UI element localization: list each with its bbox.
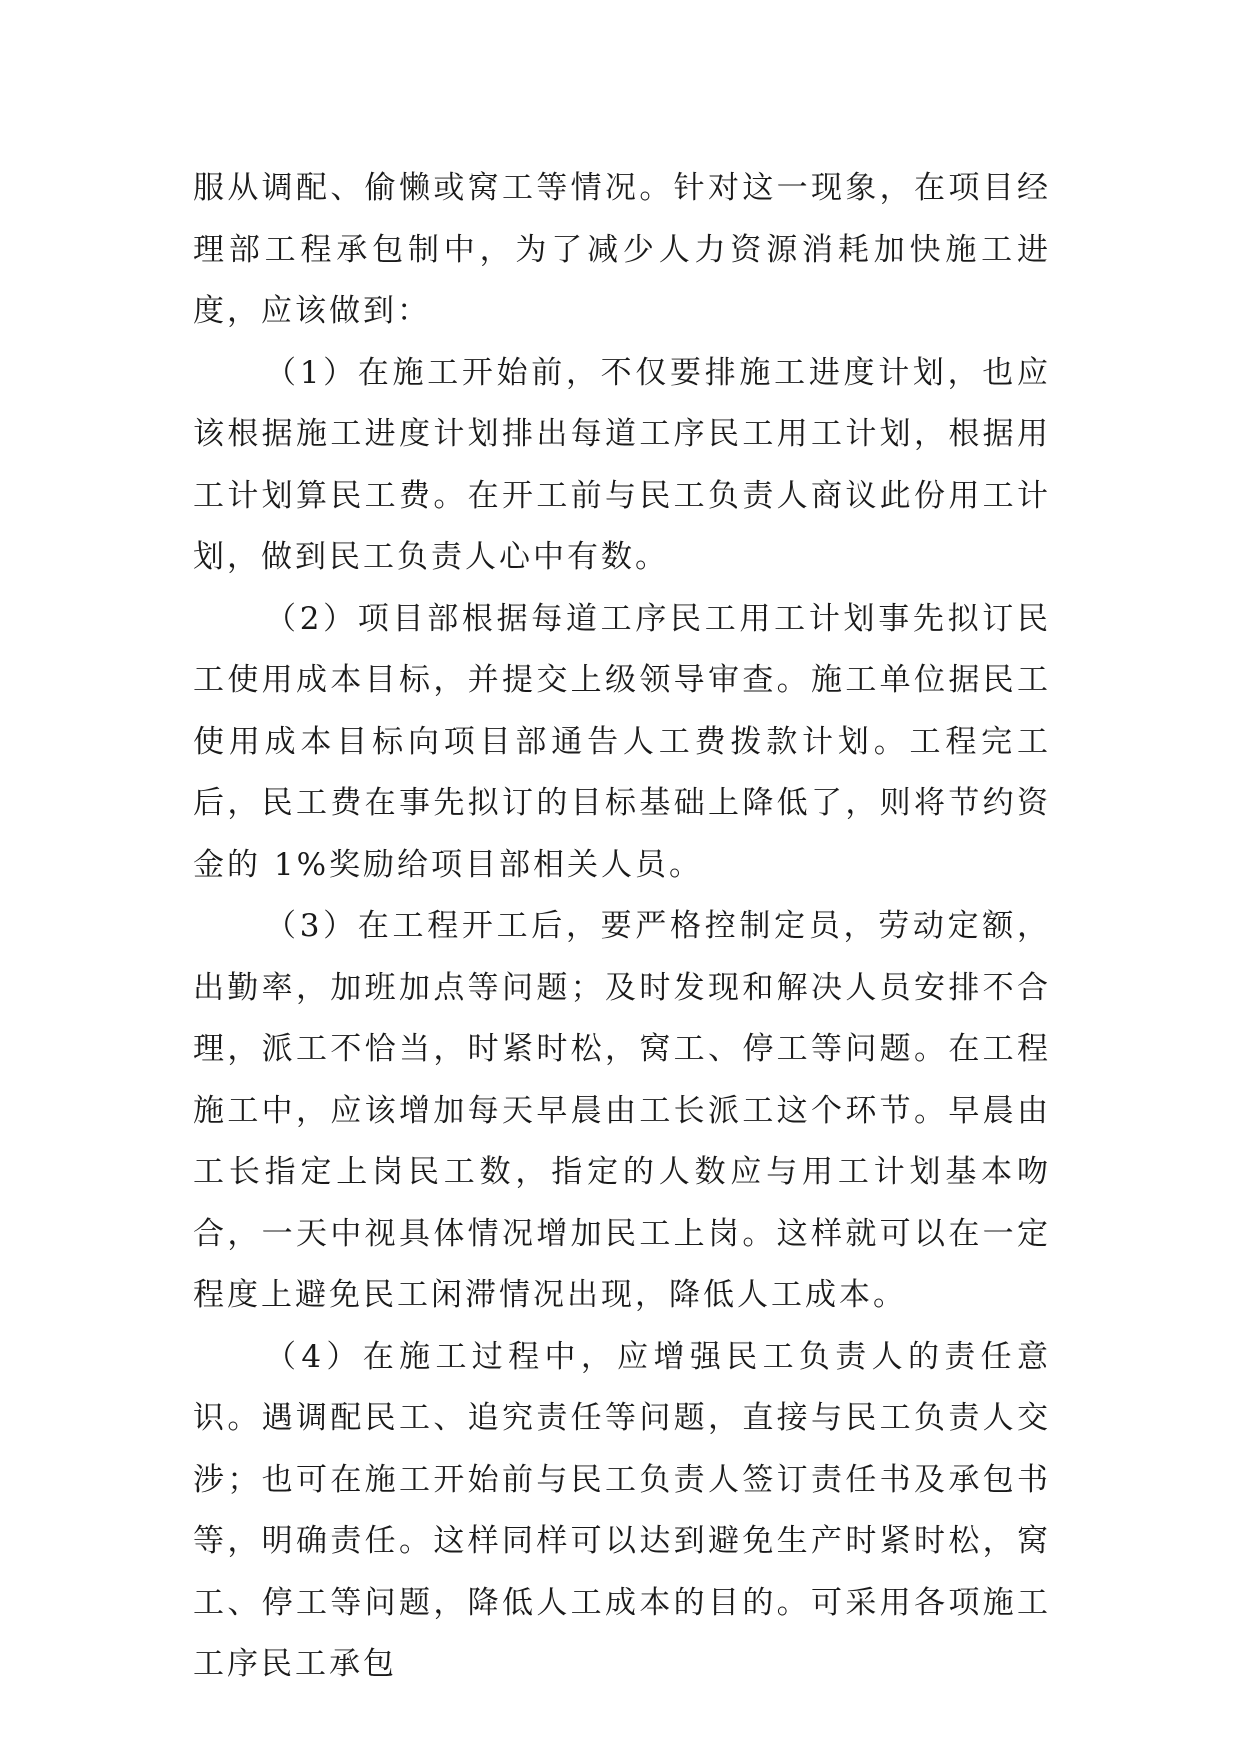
paragraph-item-1: （1）在施工开始前，不仅要排施工进度计划，也应该根据施工进度计划排出每道工序民工用工计划，根据用工计划算民工费。在开工前与民工负责人商议此份用工计划，做到民工负责人心中有数。: [193, 354, 1051, 575]
paragraph-continuation: 服从调配、偷懒或窝工等情况。针对这一现象，在项目经理部工程承包制中，为了减少人力资源消耗加快施工进度，应该做到：: [193, 170, 1051, 329]
paragraph-item-4: （4）在施工过程中，应增强民工负责人的责任意识。遇调配民工、追究责任等问题，直接与民工负责人交涉；也可在施工开始前与民工负责人签订责任书及承包书等，明确责任。这样同样可以达到避免生产时紧时松，窝工、停工等问题，降低人工成本的目的。可采用各项施工工序民工承包: [193, 1338, 1051, 1682]
paragraph-item-3: （3）在工程开工后，要严格控制定员，劳动定额，出勤率，加班加点等问题；及时发现和解决人员安排不合理，派工不恰当，时紧时松，窝工、停工等问题。在工程施工中，应该增加每天早晨由工长派工这个环节。早晨由工长指定上岗民工数，指定的人数应与用工计划基本吻合，一天中视具体情况增加民工上岗。这样就可以在一定程度上避免民工闲滞情况出现，降低人工成本。: [193, 908, 1051, 1313]
document-body: [193, 158, 1051, 1696]
paragraph-item-2: （2）项目部根据每道工序民工用工计划事先拟订民工使用成本目标，并提交上级领导审查。施工单位据民工使用成本目标向项目部通告人工费拨款计划。工程完工后，民工费在事先拟订的目标基础上降低了，则将节约资金的 1%奖励给项目部相关人员。: [193, 600, 1051, 883]
